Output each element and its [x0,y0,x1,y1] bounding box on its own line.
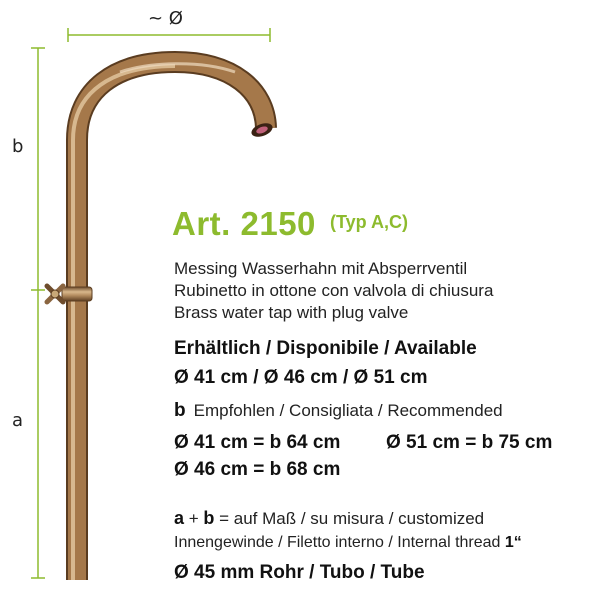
customized-text: = auf Maß / su misura / customized [214,509,485,528]
dimension-a-label: a [12,410,24,431]
dimension-b-label: b [12,136,24,157]
available-heading: Erhältlich / Disponibile / Available [174,338,477,359]
description-en: Brass water tap with plug valve [174,303,409,322]
height-dimension-line [31,48,45,578]
description-it: Rubinetto in ottone con valvola di chiusura [174,281,494,300]
thread-line [174,534,522,552]
customized-line [174,508,484,529]
customized-b: b [203,508,215,528]
diameter-label: ~ Ø [148,8,183,29]
recommended-pair-41: Ø 41 cm = b 64 cm [174,432,341,453]
recommended-line [174,400,503,422]
recommended-letter: b [174,400,186,421]
available-sizes: Ø 41 cm / Ø 46 cm / Ø 51 cm [174,367,428,388]
recommended-pair-51: Ø 51 cm = b 75 cm [386,432,553,453]
recommended-pair-46: Ø 46 cm = b 68 cm [174,459,341,480]
product-type: (Typ A,C) [330,212,408,232]
recommended-text: Empfohlen / Consigliata / Recommended [193,401,503,420]
customized-a: a [174,508,185,528]
diameter-dimension-line [68,28,270,42]
thread-text: Innengewinde / Filetto interno / Internal thread [174,534,505,551]
tube-spec: Ø 45 mm Rohr / Tubo / Tube [174,562,425,583]
customized-plus: + [184,509,204,528]
thread-size: 1“ [504,534,522,551]
product-title: Art. 2150 [172,205,316,242]
description-de: Messing Wasserhahn mit Absperrventil [174,259,468,278]
valve-handle [47,286,92,302]
